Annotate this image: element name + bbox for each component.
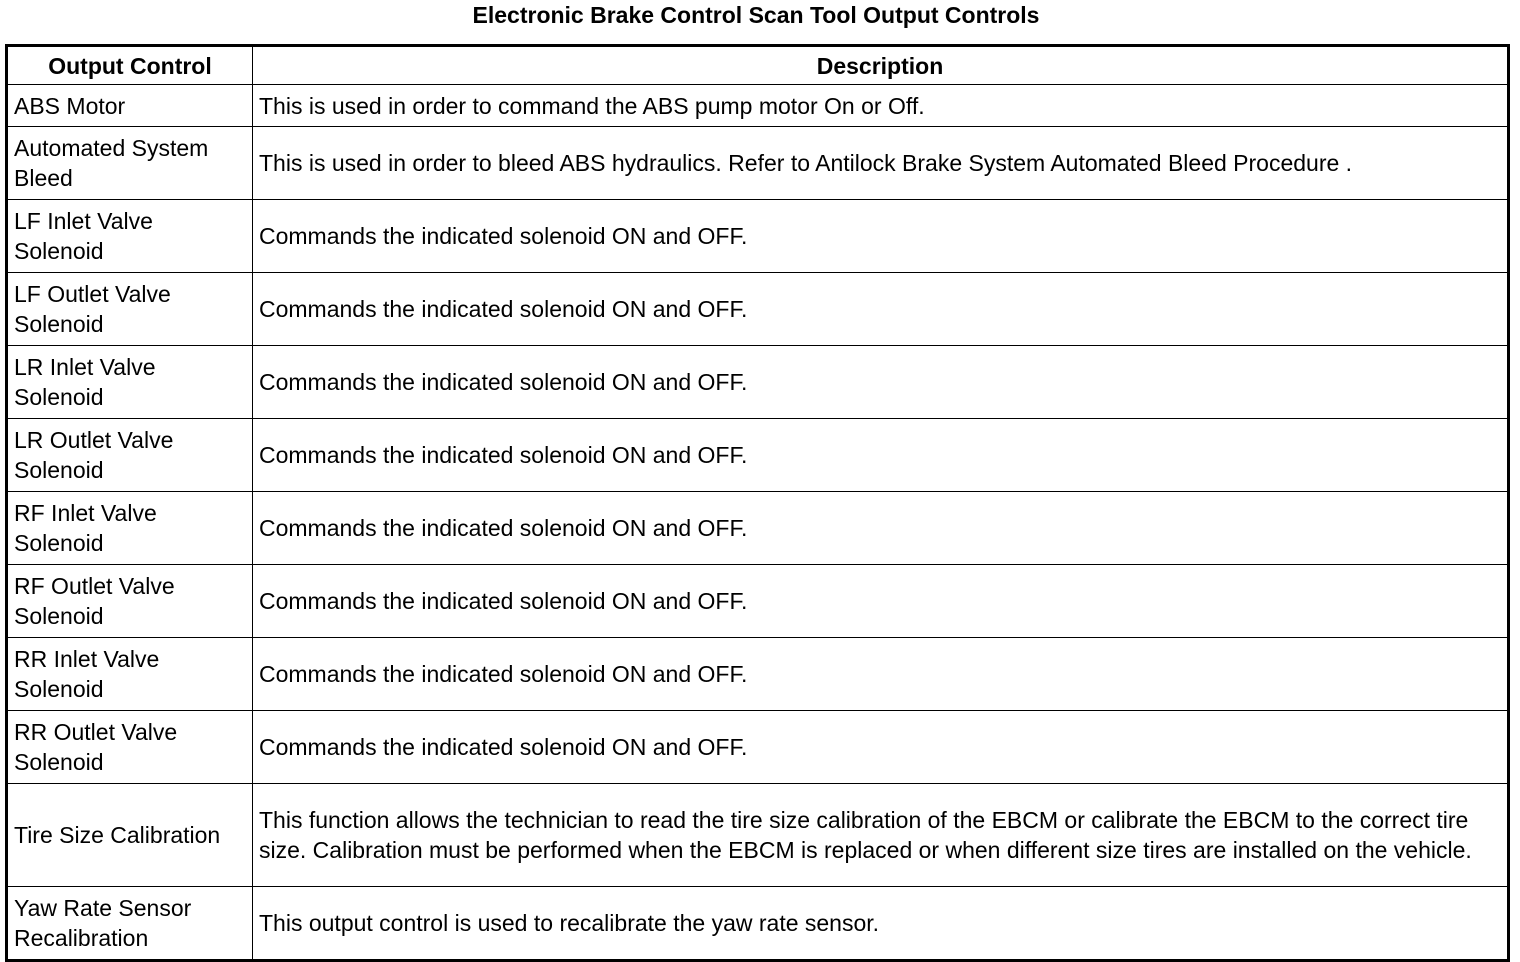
table-row [7,127,1509,200]
description-cell: This is used in order to command the ABS pump motor On or Off. [253,85,1509,127]
description-cell: Commands the indicated solenoid ON and OFF. [253,273,1509,346]
output-control-cell: Automated System Bleed [7,127,253,200]
output-control-cell: LF Inlet Valve Solenoid [7,200,253,273]
table-row [7,419,1509,492]
column-header-output-control: Output Control [7,46,253,85]
description-cell: Commands the indicated solenoid ON and OFF. [253,565,1509,638]
table-header-row [7,46,1509,85]
description-cell: Commands the indicated solenoid ON and OFF. [253,711,1509,784]
document-title: Electronic Brake Control Scan Tool Output Controls [472,2,1040,28]
table-row [7,492,1509,565]
output-control-cell: RF Outlet Valve Solenoid [7,565,253,638]
table-row [7,638,1509,711]
table-row [7,85,1509,127]
output-controls-table [5,44,1510,962]
description-cell: Commands the indicated solenoid ON and OFF. [253,419,1509,492]
description-cell: This is used in order to bleed ABS hydraulics. Refer to Antilock Brake System Automated Bleed Procedure . [253,127,1509,200]
output-control-cell: LR Outlet Valve Solenoid [7,419,253,492]
table-row [7,711,1509,784]
description-cell: This output control is used to recalibrate the yaw rate sensor. [253,887,1509,961]
table-row [7,273,1509,346]
output-control-cell: RF Inlet Valve Solenoid [7,492,253,565]
description-cell: Commands the indicated solenoid ON and OFF. [253,346,1509,419]
output-control-cell: ABS Motor [7,85,253,127]
output-control-cell: RR Outlet Valve Solenoid [7,711,253,784]
output-control-cell: Tire Size Calibration [7,784,253,887]
output-control-cell: RR Inlet Valve Solenoid [7,638,253,711]
table-row [7,887,1509,961]
table-row [7,784,1509,887]
table-row [7,200,1509,273]
output-control-cell: LR Inlet Valve Solenoid [7,346,253,419]
output-control-cell: LF Outlet Valve Solenoid [7,273,253,346]
description-cell: Commands the indicated solenoid ON and OFF. [253,200,1509,273]
column-header-description: Description [253,46,1509,85]
description-cell: Commands the indicated solenoid ON and OFF. [253,638,1509,711]
description-cell: Commands the indicated solenoid ON and OFF. [253,492,1509,565]
table-row [7,346,1509,419]
output-control-cell: Yaw Rate Sensor Recalibration [7,887,253,961]
table-row [7,565,1509,638]
description-cell: This function allows the technician to read the tire size calibration of the EBCM or calibrate the EBCM to the correct tire size. Calibration must be performed when the EBCM is replaced or when different size tires are installed on the vehicle. [253,784,1509,887]
